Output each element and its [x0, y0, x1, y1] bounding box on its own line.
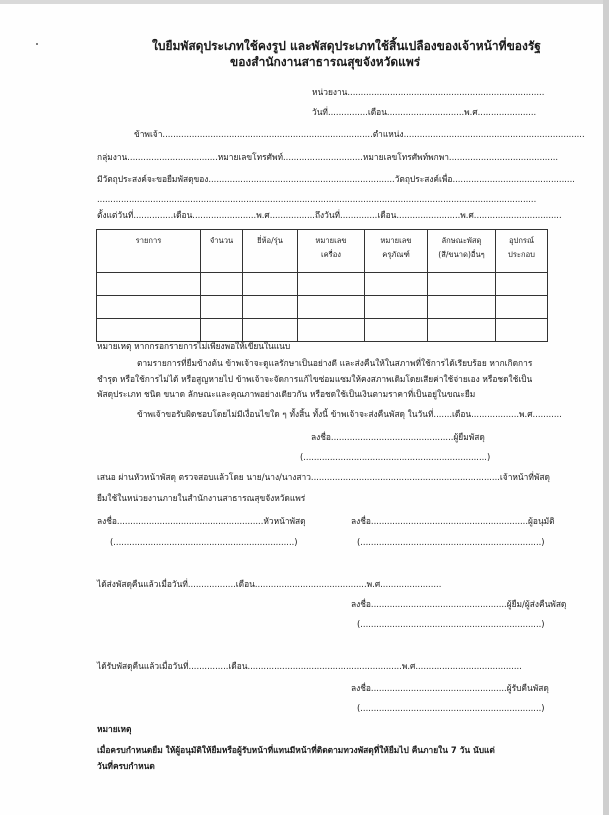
approver-name[interactable]: (....................................................................)	[357, 537, 545, 547]
table-header-row	[97, 230, 548, 273]
form-title-line2: ของสำนักงานสาธารณสุขจังหวัดแพร่	[230, 55, 421, 69]
col-header-description: ลักษณะพัสดุ (สี/ขนาด)อื่นๆ	[428, 230, 496, 273]
returner-signature[interactable]: ลงชื่อ...................................................ผู้ยืม/ผู้ส่งคืนพัสดุ	[351, 599, 567, 609]
returned-date-line[interactable]: ได้ส่งพัสดุคืนแล้วเมื่อวันที่..................เดือน..........................................พ.ศ.......................	[97, 579, 442, 589]
table-note: หมายเหตุ หากกรอกรายการไม่เพียงพอให้เขียนในแนบ	[97, 341, 291, 351]
scan-edge-top	[0, 0, 609, 4]
col-header-item: รายการ	[97, 230, 201, 273]
chief-name[interactable]: (....................................................................)	[110, 537, 298, 547]
group-phone-field[interactable]: กลุ่มงาน..................................หมายเลขโทรศัพท์..............................หมายเลขโทรศัพท์พกพา.........................................	[97, 152, 559, 162]
date-field[interactable]: วันที่...............เดือน.............................พ.ศ......................	[312, 107, 537, 117]
approver-signature[interactable]: ลงชื่อ...........................................................ผู้อนุมัติ	[351, 516, 555, 526]
table-row[interactable]	[97, 319, 548, 342]
propose-line[interactable]: เสนอ ผ่านหัวหน้าพัสดุ ตรวจสอบแล้วโดย นาย/นาง/นางสาว.......................................................................เจ้าหน้าที่พัสดุ	[97, 472, 550, 482]
footer-note-heading: หมายเหตุ	[97, 724, 132, 734]
col-header-brand: ยี่ห้อ/รุ่น	[243, 230, 298, 273]
borrower-name[interactable]: (.....................................................................)	[300, 452, 491, 462]
chief-signature[interactable]: ลงชื่อ.......................................................หัวหน้าพัสดุ	[97, 516, 306, 526]
receiver-signature[interactable]: ลงชื่อ...................................................ผู้รับคืนพัสดุ	[351, 683, 549, 693]
returner-name[interactable]: (....................................................................)	[357, 619, 545, 629]
agency-field[interactable]: หน่วยงาน..........................................................................	[312, 87, 545, 97]
footer-note-line1: เมื่อครบกำหนดยืม ให้ผู้อนุมัติให้ยืมหรือผู้รับหน้าที่แทนมีหน้าที่ติดตามทวงพัสดุที่ให้ยืมไป คืนภายใน 7 วัน นับแต่	[97, 745, 495, 755]
col-header-quantity: จำนวน	[201, 230, 243, 273]
borrower-signature[interactable]: ลงชื่อ..............................................ผู้ยืมพัสดุ	[311, 432, 485, 442]
table-row[interactable]	[97, 273, 548, 296]
approve-scope-line: ยืมใช้ในหน่วยงานภายในสำนักงานสาธารณสุขจังหวัดแพร่	[97, 493, 306, 503]
col-header-asset-number: หมายเลข ครุภัณฑ์	[365, 230, 428, 273]
receiver-name[interactable]: (....................................................................)	[357, 703, 545, 713]
table-row[interactable]	[97, 296, 548, 319]
return-promise[interactable]: ข้าพเจ้าขอรับผิดชอบโดยไม่มีเงื่อนไขใด ๆ ทั้งสิ้น ทั้งนี้ ข้าพเจ้าจะส่งคืนพัสดุ ในวันที่.......เดือน..................พ.ศ...........	[137, 409, 562, 419]
terms-paragraph: ตามรายการที่ยืมข้างต้น ข้าพเจ้าจะดูแลรักษาเป็นอย่างดี และส่งคืนให้ในสภาพที่ใช้การได้เรียบร้อย หากเกิดการชำรุด หรือใช้การไม่ได้ หรือสูญหายไป ข้าพเจ้าจะจัดการแก้ไขซ่อมแซมให้คงสภาพเดิมโดยเสียค่าใช้จ่ายเอง หรือชดใช้เป็นพัสดุประเภท ชนิด ขนาด ลักษณะและคุณภาพอย่างเดียวกัน หรือชดใช้เป็นเงินตามราคาที่เป็นอยู่ในขณะยืม	[97, 358, 533, 399]
name-position-field[interactable]: ข้าพเจ้า...............................................................................ตำแหน่ง....................................................................	[134, 129, 585, 139]
received-date-line[interactable]: ได้รับพัสดุคืนแล้วเมื่อวันที่...............เดือน..........................................................พ.ศ........................................	[97, 661, 522, 671]
footer-note-line2: วันที่ครบกำหนด	[97, 761, 155, 771]
items-table	[96, 229, 548, 342]
purpose-field[interactable]: มีวัตถุประสงค์จะขอยืมพัสดุของ......................................................................วัตถุประสงค์เพื่อ..............................................	[97, 174, 575, 184]
scan-speck	[36, 43, 38, 45]
form-title-line1: ใบยืมพัสดุประเภทใช้คงรูป และพัสดุประเภทใช้สิ้นเปลืองของเจ้าหน้าที่ของรัฐ	[152, 39, 541, 53]
period-field[interactable]: ตั้งแต่วันที่...............เดือน........................พ.ศ.................ถึงวันที่..............เดือน........................พ.ศ.................................	[97, 210, 562, 220]
col-header-accessories: อุปกรณ์ประกอบ	[496, 230, 548, 273]
col-header-machine-number: หมายเลข เครื่อง	[298, 230, 365, 273]
scan-edge-right	[603, 0, 609, 815]
purpose-continued-field[interactable]: .....................................................................................................................................................................	[97, 194, 537, 204]
